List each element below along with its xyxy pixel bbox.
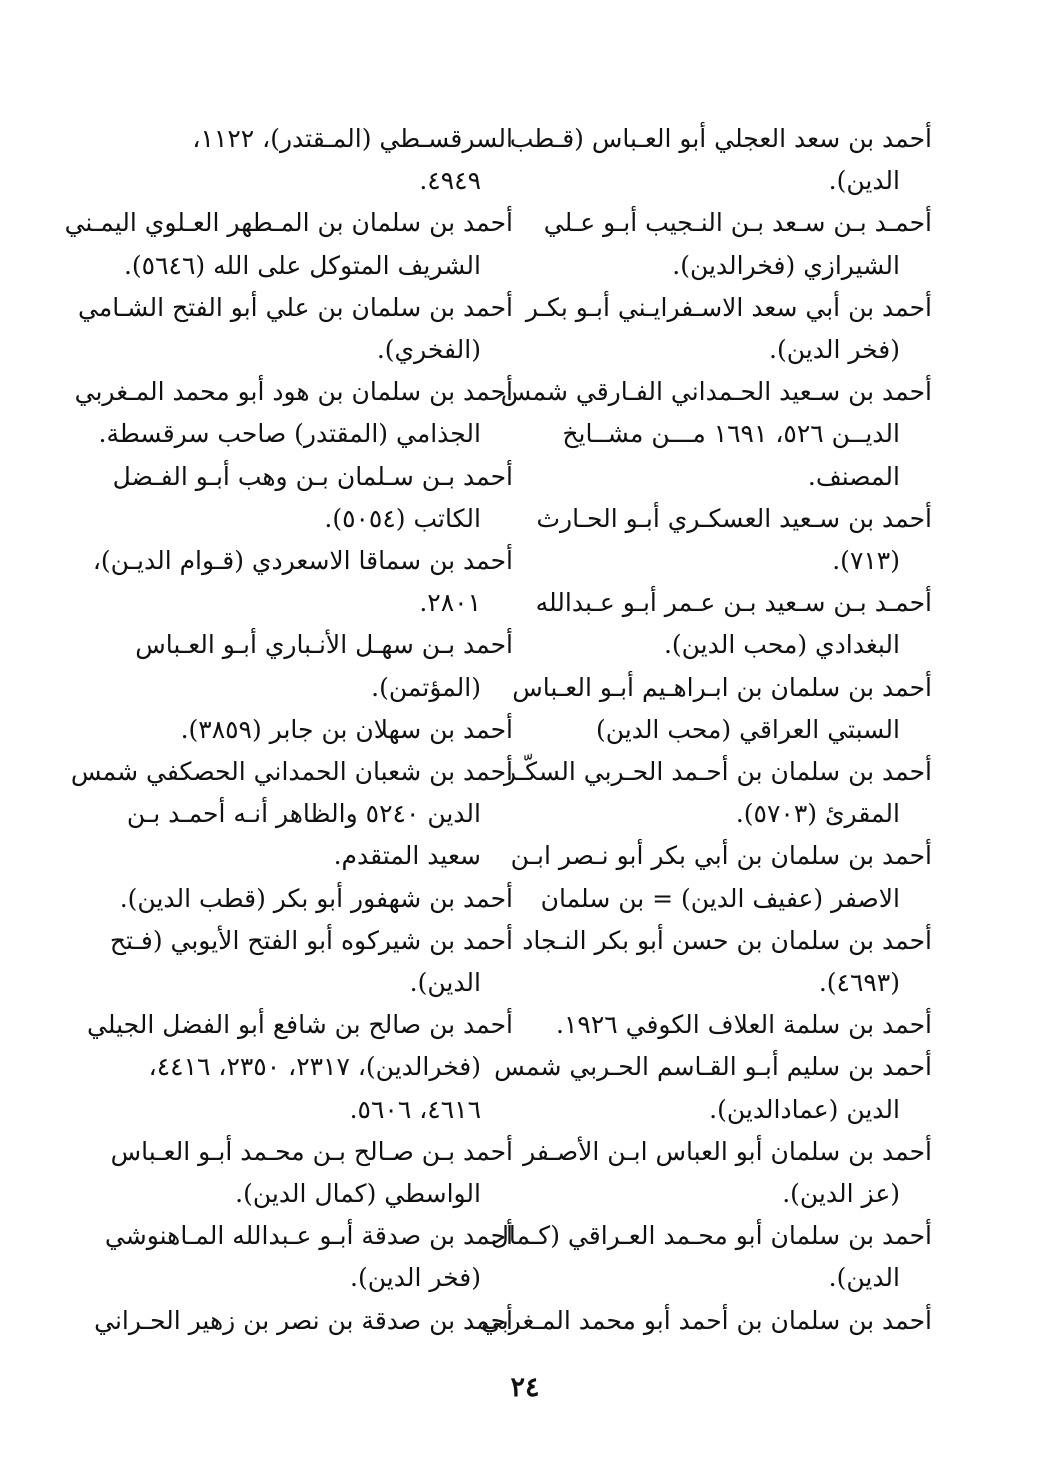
index-entry <box>109 920 513 1004</box>
entry-heading-line: أحمد بن سلمان أبو محـمد العـراقي (كـمال <box>490 1221 932 1251</box>
entry-continuation-line: (فخرالدين)، ٢٣١٧، ٢٣٥٠، ٤٤١٦، <box>148 1052 481 1082</box>
entry-continuation-line: الدين). <box>828 166 900 196</box>
entry-continuation-line: سعيد المتقدم. <box>333 841 481 871</box>
entry-continuation-line: الديــن ٥٢٦، ١٦٩١ مـــن مشــايخ <box>562 419 900 449</box>
entry-continuation-line: المقرئ (٥٧٠٣). <box>735 799 900 829</box>
entry-continuation-line: ٤٦١٦، ٥٦٠٦. <box>349 1094 481 1124</box>
index-entry <box>74 371 513 455</box>
entry-continuation-line: (٤٦٩٣). <box>818 968 900 998</box>
entry-heading-line: أحمد بن سلمان بن حسن أبو بكر النـجاد <box>522 925 932 955</box>
index-entry <box>123 624 513 708</box>
index-entry <box>110 1131 513 1215</box>
index-entry <box>77 287 513 371</box>
entry-continuation-line: الدين ٥٢٤٠ والظاهر أنـه أحمـد بـن <box>126 799 481 829</box>
index-entry <box>123 709 513 751</box>
index-entry <box>480 1300 932 1342</box>
entry-heading-line: أحمد بن سلمان بن علي أبو الفتح الشـامي <box>77 292 513 322</box>
entry-continuation-line: ٤٩٤٩. <box>419 166 481 196</box>
entry-heading-line: أحمد بن سماقا الاسعردي (قـوام الديـن)، <box>92 546 513 576</box>
entry-heading-line: أحمد بـن سهـل الأنـباري أبـو العـباس <box>135 630 513 660</box>
entry-heading-line: أحمد بن سلمان بن ابـراهـيم أبـو العـباس <box>512 672 932 702</box>
entry-continuation-line: (الفخري). <box>376 335 481 365</box>
index-entry <box>494 1046 932 1130</box>
index-entry <box>123 118 513 202</box>
entry-heading-line: أحمد بن صالح بن شافع أبو الفضل الجيلي <box>86 1010 513 1040</box>
entry-heading-line: أحمد بـن صـالح بـن محـمد أبـو العـباس <box>110 1136 513 1166</box>
entry-continuation-line: الشريف المتوكل على الله (٥٦٤٦). <box>123 250 481 280</box>
index-entry <box>490 1215 932 1299</box>
page-number: ٢٤ <box>510 1372 540 1403</box>
entry-continuation-line: الدين (عمادالدين). <box>709 1094 900 1124</box>
entry-continuation-line: الاصفر (عفيف الدين) = بن سلمان <box>540 883 900 913</box>
index-entry <box>522 920 932 1004</box>
entry-continuation-line: الجذامي (المقتدر) صاحب سرقسطة. <box>98 419 481 449</box>
index-entry <box>510 835 932 919</box>
index-entry <box>504 751 932 835</box>
index-entry <box>119 878 513 920</box>
entry-heading-line: أحمـد بـن سـعد بـن النـجيب أبـو عـلي <box>543 208 932 238</box>
entry-heading-line: أحمد بن أبي سعد الاسـفرايـني أبـو بكـر <box>525 292 932 322</box>
entry-heading-line: أحمد بن صدقة أبـو عـبدالله المـاهنوشي <box>104 1221 513 1251</box>
entry-heading-line: أحمد بن صدقة بن نصر بن زهير الحـراني <box>94 1305 513 1335</box>
entry-heading-line: أحمـد بـن سـعيد بـن عـمر أبـو عـبدالله <box>535 588 932 618</box>
index-entry <box>112 456 513 540</box>
index-entry <box>523 1131 932 1215</box>
entry-continuation-line: (فخر الدين). <box>350 1263 481 1293</box>
entry-continuation-line: السبتي العراقي (محب الدين) <box>595 714 900 744</box>
entry-continuation-line: المصنف. <box>807 461 900 491</box>
entry-continuation-line: الدين). <box>409 968 481 998</box>
right-column <box>480 118 932 1342</box>
index-entry <box>543 202 932 286</box>
index-entry <box>509 118 932 202</box>
entry-heading-line: أحمد بن سلمان بن أحـمد الحـربي السكّـر <box>504 757 932 787</box>
entry-continuation-line: البغدادي (محب الدين). <box>663 630 900 660</box>
entry-heading-line: أحمد بن سعد العجلي أبو العـباس (قـطب <box>509 124 932 153</box>
entry-heading-line: أحمد بن سلمان بن أبي بكر أبو نـصر ابـن <box>510 841 932 871</box>
index-entry <box>536 498 932 582</box>
entry-continuation-line: الدين). <box>828 1263 900 1293</box>
index-entry <box>512 667 932 751</box>
index-entry <box>552 1004 932 1046</box>
entry-heading-line: أحمد بن شيركوه أبو الفتح الأيوبي (فـتح <box>109 925 513 955</box>
left-column <box>64 118 513 1342</box>
entry-continuation-line: (٧١٣). <box>832 546 900 576</box>
index-entry <box>92 540 513 624</box>
index-entry <box>70 751 513 878</box>
entry-heading-line: أحمد بن سـعيد العسكـري أبـو الحـارث <box>536 503 932 533</box>
entry-heading-line: أحمد بـن سـلمان بـن وهب أبـو الفـضل <box>112 461 513 491</box>
index-entry <box>104 1215 513 1299</box>
entry-heading-line: أحمد بن سلمان بن هود أبو محمد المـغربي <box>74 377 513 407</box>
index-entry <box>64 202 513 286</box>
entry-continuation-line: (عز الدين). <box>782 1179 900 1209</box>
entry-continuation-line: الكاتب (٥٠٥٤). <box>324 503 481 533</box>
entry-heading-line: أحمد بن سلمة العلاف الكوفي ١٩٢٦. <box>556 1010 932 1040</box>
entry-heading-line: أحمد بن سـعيد الحـمداني الفـارقي شمس <box>500 377 932 407</box>
index-entry <box>86 1004 513 1131</box>
entry-continuation-line: الواسطي (كمال الدين). <box>235 1179 481 1209</box>
entry-heading-line: أحمد بن شهفور أبو بكر (قطب الدين). <box>119 883 513 913</box>
entry-continuation-line: (فخر الدين). <box>769 335 900 365</box>
entry-continuation-line: (المؤتمن). <box>371 672 481 702</box>
entry-heading-line: أحمد بن سهلان بن جابر (٣٨٥٩). <box>180 714 513 744</box>
entry-heading-line: أحمد بن سلمان بن أحمد أبو محمد المـغربي <box>480 1305 932 1335</box>
index-entry <box>535 582 932 666</box>
entry-heading-line: أحمد بن سلمان أبو العباس ابـن الأصـفر <box>523 1136 932 1166</box>
entry-heading-line: السرقسـطي (المـقتدر)، ١١٢٢، <box>192 124 513 153</box>
entry-continuation-line: الشيرازي (فخرالدين). <box>672 250 900 280</box>
entry-heading-line: أحمد بن سلمان بن المـطهر العـلوي اليمـني <box>64 208 513 238</box>
entry-continuation-line: ٢٨٠١. <box>419 588 481 618</box>
index-entry <box>500 371 932 498</box>
index-entry <box>525 287 932 371</box>
entry-heading-line: أحمد بن سليم أبـو القـاسم الحـربي شمس <box>494 1052 932 1082</box>
index-entry <box>94 1300 513 1342</box>
entry-heading-line: أحمد بن شعبان الحمداني الحصكفي شمس <box>70 757 513 787</box>
